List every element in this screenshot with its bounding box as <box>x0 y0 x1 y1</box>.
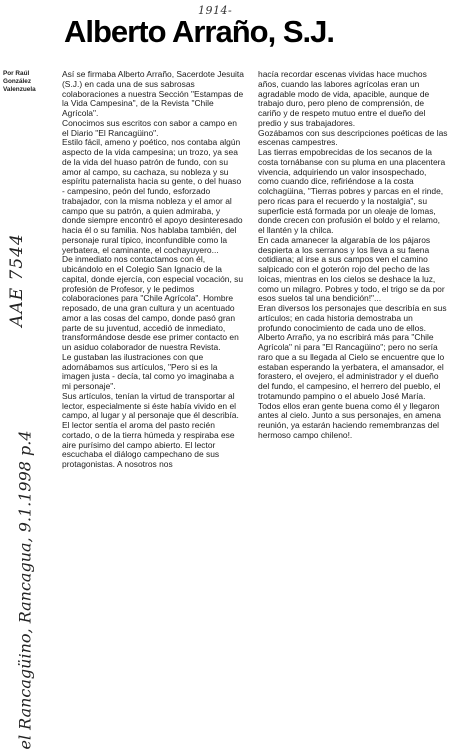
byline-line: González <box>3 78 32 85</box>
article-column-left <box>62 70 244 470</box>
paragraph: El lector sentía el aroma del pasto recién cortado, o de la tierra húmeda y respiraba ese aire purísimo del campo abierto. El lector escuchaba el diálogo campechano de sus protagonistas. A nosotros nos <box>62 420 235 469</box>
paragraph: Estilo fácil, ameno y poético, nos contaba algún aspecto de la vida campesina; un trozo, ya sea de la vida del huaso patrón de fundo, con su amor al campo, su cachaza, su nobleza y su espíritu paternalista hacia su gente, o del huaso - campesino, peón del fundo, esforzado trabajador, con la misma nobleza y el amor al campo que su patrón, a quien admiraba, y donde siempre encontró el apoyo desinteresado hacia él o su familia. Nos hablaba también, del personaje rural típico, inconfundible como la yerbatera, el caminante, el cochayuyero... <box>62 137 243 255</box>
archive-stamp: AAE 7544 <box>6 233 27 327</box>
article-title: Alberto Arraño, S.J. <box>64 14 334 49</box>
handwritten-year: 1914- <box>198 4 233 17</box>
paragraph: Le gustaban las ilustraciones con que adornábamos sus artículos, "Pero si es la imagen justa - decía, tal como yo imaginaba a mi personaje". <box>62 351 235 391</box>
byline <box>3 70 55 94</box>
paragraph: hacía recordar escenas vividas hace muchos años, cuando las labores agrícolas eran un agradable modo de vida, apacible, aunque de trabajo duro, pero pleno de comprensión, de cariño y de respeto mutuo entre el dueño del predio y sus trabajadores. <box>258 69 430 128</box>
margin-annotations <box>0 120 40 750</box>
byline-line: Por Raúl <box>3 70 30 77</box>
paragraph: Sus artículos, tenían la virtud de transportar al lector, especialmente si éste había vivido en el campo, al lugar y al personaje que él describía. <box>62 390 239 421</box>
paragraph: Eran diversos los personajes que describía en sus artículos; en cada historia demostraba un profundo conocimiento de cada uno de ellos. <box>258 303 447 333</box>
article-column-right <box>258 70 448 441</box>
paragraph: Conocimos sus escritos con sabor a campo en el Diario "El Rancagüino". <box>62 117 237 138</box>
paragraph: Las tierras empobrecidas de los secanos de la costa tornábanse con su pluma en una placentera vivencia, adquiriendo un valor insospechado, como cuando dice, refiriéndose a la costa colchagüina, "Tierras pobres y parcas en el rinde, pero ricas para el recuerdo y la nostalgia", su superficie está formada por un oleaje de lomas, donde crecen con profusión el boldo y el relamo, el llantén y la chilca. <box>258 147 446 235</box>
handwritten-source-note: el Rancagüino, Rancagua, 9.1.1998 p.4 <box>15 430 35 750</box>
paragraph: Alberto Arraño, ya no escribirá más para "Chile Agrícola" ni para "El Rancagüino"; pero no sería raro que a su llegada al Cielo se encuentre que lo estaban esperando la yerbatera, el amansador, el forastero, el ovejero, el administrador y el dueño del fundo, el campesino, el herrero del pueblo, el trotamundo pampino o el abuelo José María. Todos ellos eran gente buena como él y llegaron antes al cielo. Junto a sus personajes, en amena reunión, ya estarán haciendo remembranzas del hermoso campo chileno!. <box>258 332 445 440</box>
byline-line: Valenzuela <box>3 86 36 93</box>
paragraph: En cada amanecer la algarabía de los pájaros despierta a los serranos y los lleva a su faena cotidiana; al irse a sus campos ven el camino salpicado con el goterón rojo del pecho de las loicas, mientras en los cielos se deshace la luz, como un milagro. Pobres y todo, el trigo se da por esos suelos tal una bendición!"... <box>258 234 445 304</box>
paragraph: Gozábamos con sus descripciones poéticas de las escenas campestres. <box>258 127 448 148</box>
paragraph: De inmediato nos contactamos con él, ubicándolo en el Colegio San Ignacio de la capital, donde ejercía, con especial vocación, su profesión de Profesor, y le pedimos colaboraciones para "Chile Agrícola". Hombre reposado, de una gran cultura y un acentuado amor a las cosas del campo, donde pasó gran parte de su juventud, accedió de inmediato, transformándose desde ese primer contacto en un asiduo colaborador de nuestra Revista. <box>62 254 244 352</box>
paragraph: Así se firmaba Alberto Arraño, Sacerdote Jesuita (S.J.) en cada una de sus sabrosas colaboraciones a nuestra Sección "Estampas de la Vida Campesina", de la Revista "Chile Agrícola". <box>62 69 244 118</box>
